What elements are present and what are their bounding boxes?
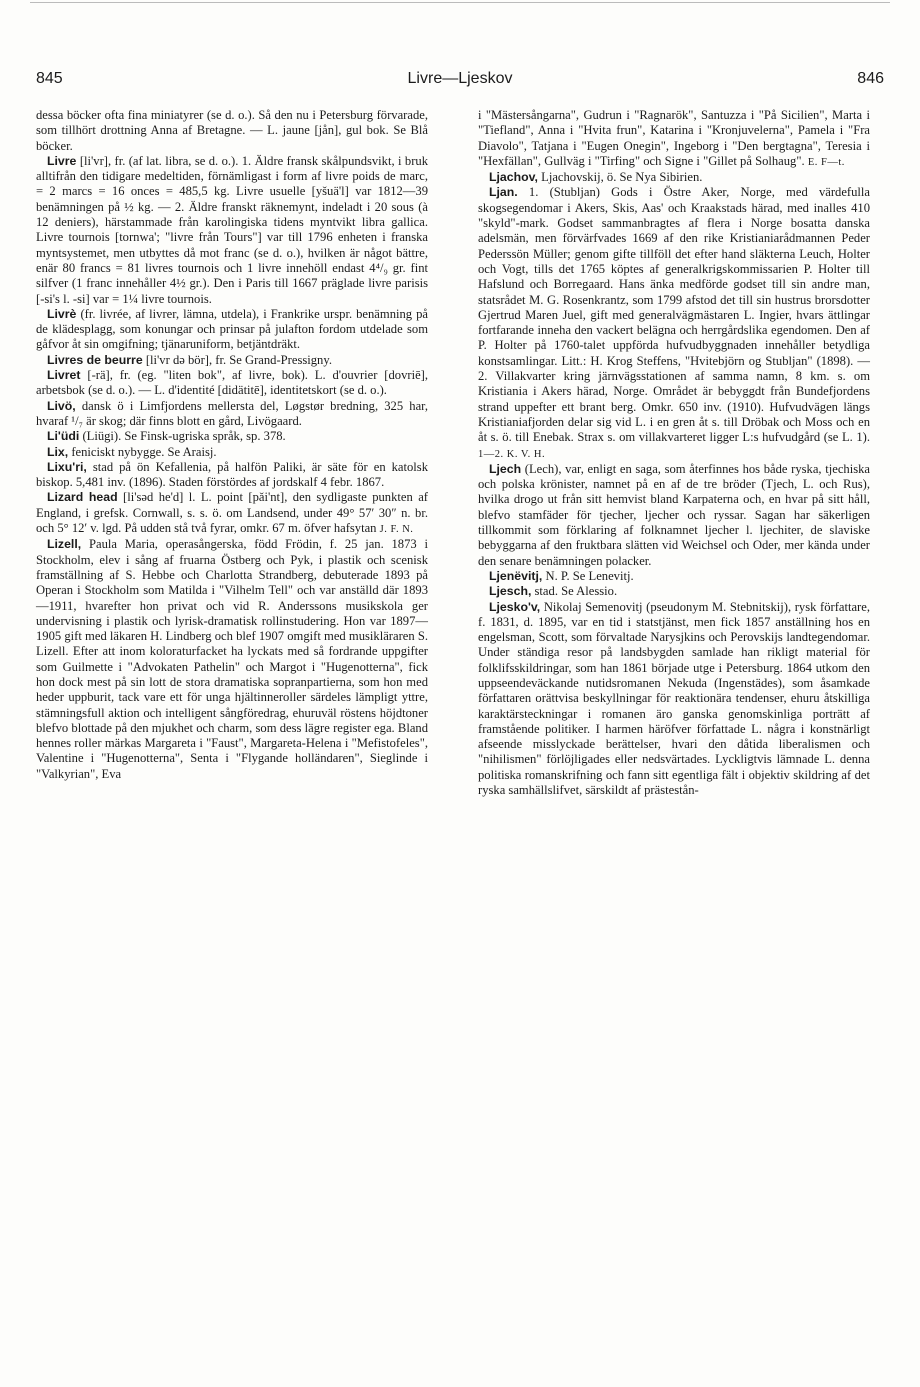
scan-top-rule [30, 2, 890, 3]
entry-ljenevitj: Ljenëvitj, N. P. Se Lenevitj. [489, 568, 634, 583]
page-number-right: 846 [857, 70, 884, 87]
headword: Ljech [489, 461, 522, 476]
headword: Livret [47, 368, 81, 383]
entry-livo: Livö, dansk ö i Limfjordens mellersta del, Løgstør bredning, 325 har, hvaraf ¹/₇ är skog; där finns blott en gård, Livögaard. [36, 398, 428, 428]
headword: Ljachov, [489, 170, 538, 185]
headword: Livres de beurre [47, 352, 143, 367]
headword: Livrè [47, 306, 77, 321]
headword: Livö, [47, 398, 76, 413]
headword: Ljesch, [489, 584, 532, 599]
entry-livre-fr: Livrè (fr. livrée, af livrer, lämna, utdela), i Frankrike urspr. benämning på de klädesplagg, som konungar och prinsar på julafton fordom utdelade som gåfvor åt sin omgifning; tjänaruniform, betjäntdräkt. [36, 306, 428, 352]
headword: Lizard head [47, 490, 118, 505]
left-column [36, 108, 428, 782]
headword: Lix, [47, 444, 69, 459]
page-header [36, 70, 884, 98]
headword: Ljan. [489, 185, 518, 200]
entry-lizell: Lizell, Paula Maria, operasångerska, född Frödin, f. 25 jan. 1873 i Stockholm, elev i sång af fruarna Östberg och Pyk, i plastik och scenisk framställning af S. Hebbe och Charlotta Strandberg, debuterade 1893 på Operan i Stockholm som Matilda i "Vilhelm Tell" och var anställd där 1893—1911, hvarefter hon privat och vid R. Anderssons musikskola ger undervisning i plastik och lyrisk-dramatisk rollinstudering. Hon var 1897—1905 gift med läkaren H. Lindberg och blef 1907 omgift med musikläraren S. Lizell. Efter att inom koloraturfacket ha lyckats med så fordrande uppgifter som Guilmette i "Advokaten Pathelin" och Margot i "Hugenotterna", fick hon dock mest på sin lott de stora dramatiska sopranpartierna, som hon med heder uppburit, tack vare ett för unga hjältinneroller särdeles lämpligt yttre, stämningsfull aktion och intelligent sångföredrag, ehuruväl röstens höjdtoner blefvo blottade på den mjukhet och charm, som dess lägre register ega. Bland hennes roller märkas Margareta i "Faust", Margareta-Helena i "Mefistofeles", Valentine i "Hugenotterna", Senta i "Flygande holländaren", Sieglinde i "Valkyrian", Eva [36, 537, 428, 781]
entry-lizard-head: Lizard head [li'səd he'd] l. L. point [pǎi'nt], den sydligaste punkten af England, i grefsk. Cornwall, s. s. ö. om Landsend, under 49° 57′ 30″ n. br. och 5° 12′ v. lgd. På udden stå två fyrar, omkr. 67 m. öfver hafsytan J. F. N. [36, 490, 428, 536]
running-title: Livre—Ljeskov [407, 70, 513, 87]
entry-lixuri: Lixu'ri, stad på ön Kefallenia, på halfön Paliki, är säte för en katolsk biskop. 5,481 inv. (1896). Staden förstördes af jordskalf 4 febr. 1867. [36, 459, 428, 490]
headword: Ljesko'v, [489, 599, 541, 614]
entry-ljan: Ljan. 1. (Stubljan) Gods i Östre Aker, Norge, med värdefulla skogsegendomar i Akers, Skis, Aas' och Kraakstads härad, med inalles 410 "skyld"-mark. Godset sammanbragtes af flera i Norge bosatta danska adelsmän, men förvärfvades 1669 af den rike Kristianiarådmannen Peder Pederssön Müller; genom gifte tillföll det efter hand släkterna Leuch, Holter och Vogt, tills det 1765 köptes af generalkrigskommissarien P. Holter till Hafslund och Borregaard. Hans änka medförde godset till sin andre man, statsrådet M. G. Rosenkrantz, som 1799 afstod det till sin hustrus brorsdotter Gjertrud Maren Juel, gift med generalvägmästaren L. Ingier, hvars ättlingar fortfarande inneha den vackert belägna och herrgårdslika egendomen. Den af P. Holter på 1760-talet uppförda hufvudbyggnaden innehåller betydliga konstsamlingar. Litt.: H. Krog Steffens, "Hvitebjörn og Stubljan" (1898). — 2. Villakvarter kring järnvägsstationen af samma namn, 8 km. s. om Kristiania i Akers härad, Norge. Området är bebyggdt från Bundefjordens strand uppefter ett brant berg. Omkr. 650 inv. (1910). Hufvudvägen längs Kristianiafjorden delar sig vid L. i en gren åt s. till Dröbak och Moss och en åt s. ö. till Enebak. Strax s. om villakvarteret ligger L:s hufvudgård (se L. 1). 1—2. K. V. H. [478, 185, 870, 460]
entry-ljachov: Ljachov, Ljachovskij, ö. Se Nya Sibirien. [489, 170, 703, 185]
author-signature: 1—2. K. V. H. [478, 448, 546, 460]
column-gutter [456, 108, 457, 1348]
entry-liudi: Li'üdi (Liügi). Se Finsk-ugriska språk, sp. 378. [47, 429, 286, 444]
right-column [478, 108, 870, 798]
headword: Livre [47, 153, 77, 168]
entry-livret: Livret [-rä], fr. (eg. "liten bok", af livre, bok). L. d'ouvrier [dovriē], arbetsbok (se d. o.). — L. d'identité [didätitē], identitetskort (se d. o.). [36, 368, 429, 398]
headword: Li'üdi [47, 429, 80, 444]
entry-ljech: Ljech (Lech), var, enligt en saga, som återfinnes hos både ryska, tjechiska och polska krönister, namnet på en af de tre bröder (Tjech, L. och Rus), hvilka drogo ut från sitt hemvist bland Karpaterna och, en hvar på sitt håll, blefvo stamfäder för tjecher, ljecher och ryssar. Sagan har säkerligen tillkommit som förklaring af folknamnet ljecher l. ljechiter, de slaviske bebyggarna af den fruktbara slätten vid Weichsel och Oder, mer kända under den senare benämningen polacker. [478, 461, 871, 568]
headword: Lixu'ri, [47, 459, 87, 474]
author-signature: E. F—t. [807, 156, 845, 168]
author-signature: J. F. N. [379, 524, 414, 536]
entry-ljesch: Ljesch, stad. Se Alessio. [489, 584, 618, 599]
entry-continuation: dessa böcker ofta fina miniatyrer (se d. o.). Så den nu i Petersburg förvarade, som tillhört drottning Anna af Bretagne. — L. jaune [jån], gul bok. Se Blå böcker. [36, 108, 428, 153]
entry-livre: Livre [li'vr], fr. (af lat. libra, se d. o.). 1. Äldre fransk skålpundsvikt, i bruk alltifrån den tidigare medeltiden, förnämligast i form af livre poids de marc, = 2 marcs = 16 onces = 485,5 kg. Livre usuelle [yšuä'l] var 1812—39 benämningen på ½ kg. — 2. Äldre franskt räknemynt, indeladt i 20 sous (à 12 deniers), härstammade från karolingiska tidens myntvikt libra gallica. Livre tournois [tornwa'; "livre från Tours"] var till 1796 enheten i franska myntsystemet, men utbyttes då mot franc (se d. o.), hvilken är något bättre, enär 80 francs = 81 livres tournois och 1 livre innehöll endast 4⁴/₉ gr. fint silfver (1 franc innehåller 4½ gr.). Den i Paris till 1667 präglade livre parisis [-si's l. -si] var = 1¼ livre tournois. [36, 153, 428, 306]
entry-continuation: i "Mästersångarna", Gudrun i "Ragnarök", Santuzza i "På Sicilien", Marta i "Tiefland", Anna i "Hvita frun", Katarina i "Kronjuvelerna", Pamela i "Fra Diavolo", Tatjana i "Eugen Onegin", Ingeborg i "Den bergtagna", Teresia i "Hexfällan", Gullväg i "Tirfing" och Signe i "Gillet på Solhaug". E. F—t. [478, 108, 870, 168]
page-number-left: 845 [36, 70, 63, 87]
entry-lix: Lix, feniciskt nybygge. Se Araisj. [47, 444, 217, 459]
entry-ljeskov: Ljesko'v, Nikolaj Semenovitj (pseudonym M. Stebnitskij), rysk författare, f. 1831, d. 1895, var en tid i statstjänst, men fick 1857 anställning hos en engelsman, Scott, som förvaltade Narysjkins och Perovskijs landtegendomar. Under ständiga resor på landsbygden samlade han rikligt material för folklifsskildringar, som han 1861 började utge i Petersburg. 1864 utkom den uppseendeväckande nutidsromanen Nekuda (Ingenstädes), som åsamkade författaren orättvisa beskyllningar för reaktionära tendenser, ehuru åtskilliga karaktärsteckningar i romanen äro ganska genomskinliga porträtt af framstående politiker. I harmen häröfver författade L. några i konstnärligt afseende misslyckade berättelser, hvari den dåtida liberalismen och "nihilismen" förlöjligades eller nedsvärtades. Lyckligtvis lämnade L. denna politiska romanskrifning och fann sitt egentliga fält i objektiv skildring af det ryska samhällslifvet, särskildt af prästestån- [478, 599, 870, 798]
headword: Ljenëvitj, [489, 568, 543, 583]
headword: Lizell, [47, 537, 82, 552]
entry-livres-de-beurre: Livres de beurre [li'vr də bör], fr. Se Grand-Pressigny. [47, 352, 332, 367]
